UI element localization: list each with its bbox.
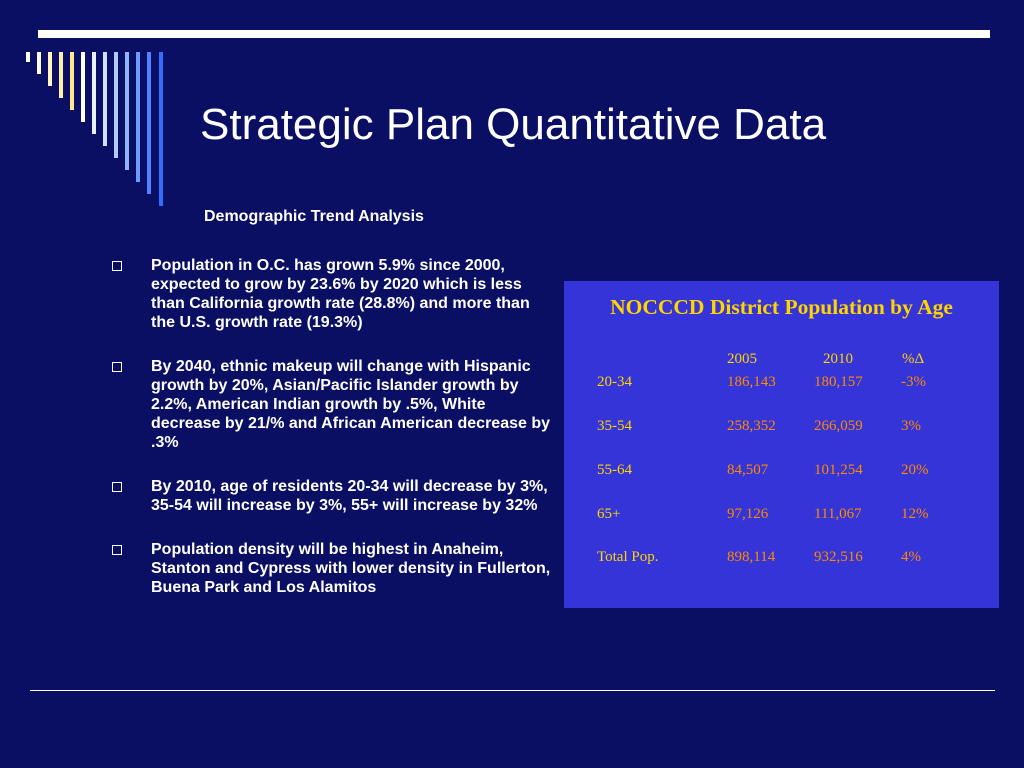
cell-2005: 84,507: [727, 462, 769, 478]
column-header-change: %Δ: [902, 351, 925, 367]
square-bullet-icon: [112, 482, 122, 492]
population-table-panel: [564, 281, 999, 608]
row-label: 20-34: [597, 374, 632, 390]
cell-2010: 180,157: [814, 374, 863, 390]
cell-2005: 258,352: [727, 418, 776, 434]
square-bullet-icon: [112, 261, 122, 271]
cell-2010: 101,254: [814, 462, 863, 478]
row-label: Total Pop.: [597, 549, 659, 565]
cell-change: -3%: [901, 374, 926, 390]
cell-2010: 932,516: [814, 549, 863, 565]
column-header-2010: 2010: [823, 351, 853, 367]
bullet-text: Population density will be highest in Anaheim, Stanton and Cypress with lower density in Fullerton, Buena Park and Los Alamitos: [151, 541, 551, 596]
cell-2005: 97,126: [727, 506, 769, 522]
bottom-rule: [30, 690, 995, 691]
bullet-item: [108, 256, 558, 332]
column-header-2005: 2005: [727, 351, 757, 367]
cell-2010: 266,059: [814, 418, 863, 434]
cell-change: 4%: [901, 549, 921, 565]
cell-change: 3%: [901, 418, 921, 434]
bullet-item: [108, 477, 558, 515]
bullet-item: [108, 357, 558, 452]
bullet-list: [108, 256, 558, 622]
bullet-item: [108, 540, 558, 597]
cell-2005: 898,114: [727, 549, 776, 565]
slide-title: Strategic Plan Quantitative Data: [200, 100, 827, 149]
top-rule: [38, 30, 990, 38]
decorative-stripes: [0, 0, 180, 210]
square-bullet-icon: [112, 545, 122, 555]
cell-2005: 186,143: [727, 374, 776, 390]
square-bullet-icon: [112, 362, 122, 372]
row-label: 65+: [597, 506, 621, 522]
bullet-text: By 2010, age of residents 20-34 will decrease by 3%, 35-54 will increase by 3%, 55+ will increase by 32%: [151, 478, 548, 514]
cell-change: 20%: [901, 462, 929, 478]
bullet-text: By 2040, ethnic makeup will change with Hispanic growth by 20%, Asian/Pacific Islander growth by 2.2%, American Indian growth by .5%, White decrease by 21/% and African American decrease by .3%: [151, 358, 551, 451]
table-title: NOCCCD District Population by Age: [610, 295, 953, 319]
bullet-text: Population in O.C. has grown 5.9% since 2000, expected to grow by 23.6% by 2020 which is less than California growth rate (28.8%) and more than the U.S. growth rate (19.3%): [151, 257, 530, 331]
row-label: 35-54: [597, 418, 632, 434]
cell-2010: 111,067: [814, 506, 862, 522]
cell-change: 12%: [901, 506, 929, 522]
slide-subtitle: Demographic Trend Analysis: [204, 208, 424, 225]
row-label: 55-64: [597, 462, 632, 478]
